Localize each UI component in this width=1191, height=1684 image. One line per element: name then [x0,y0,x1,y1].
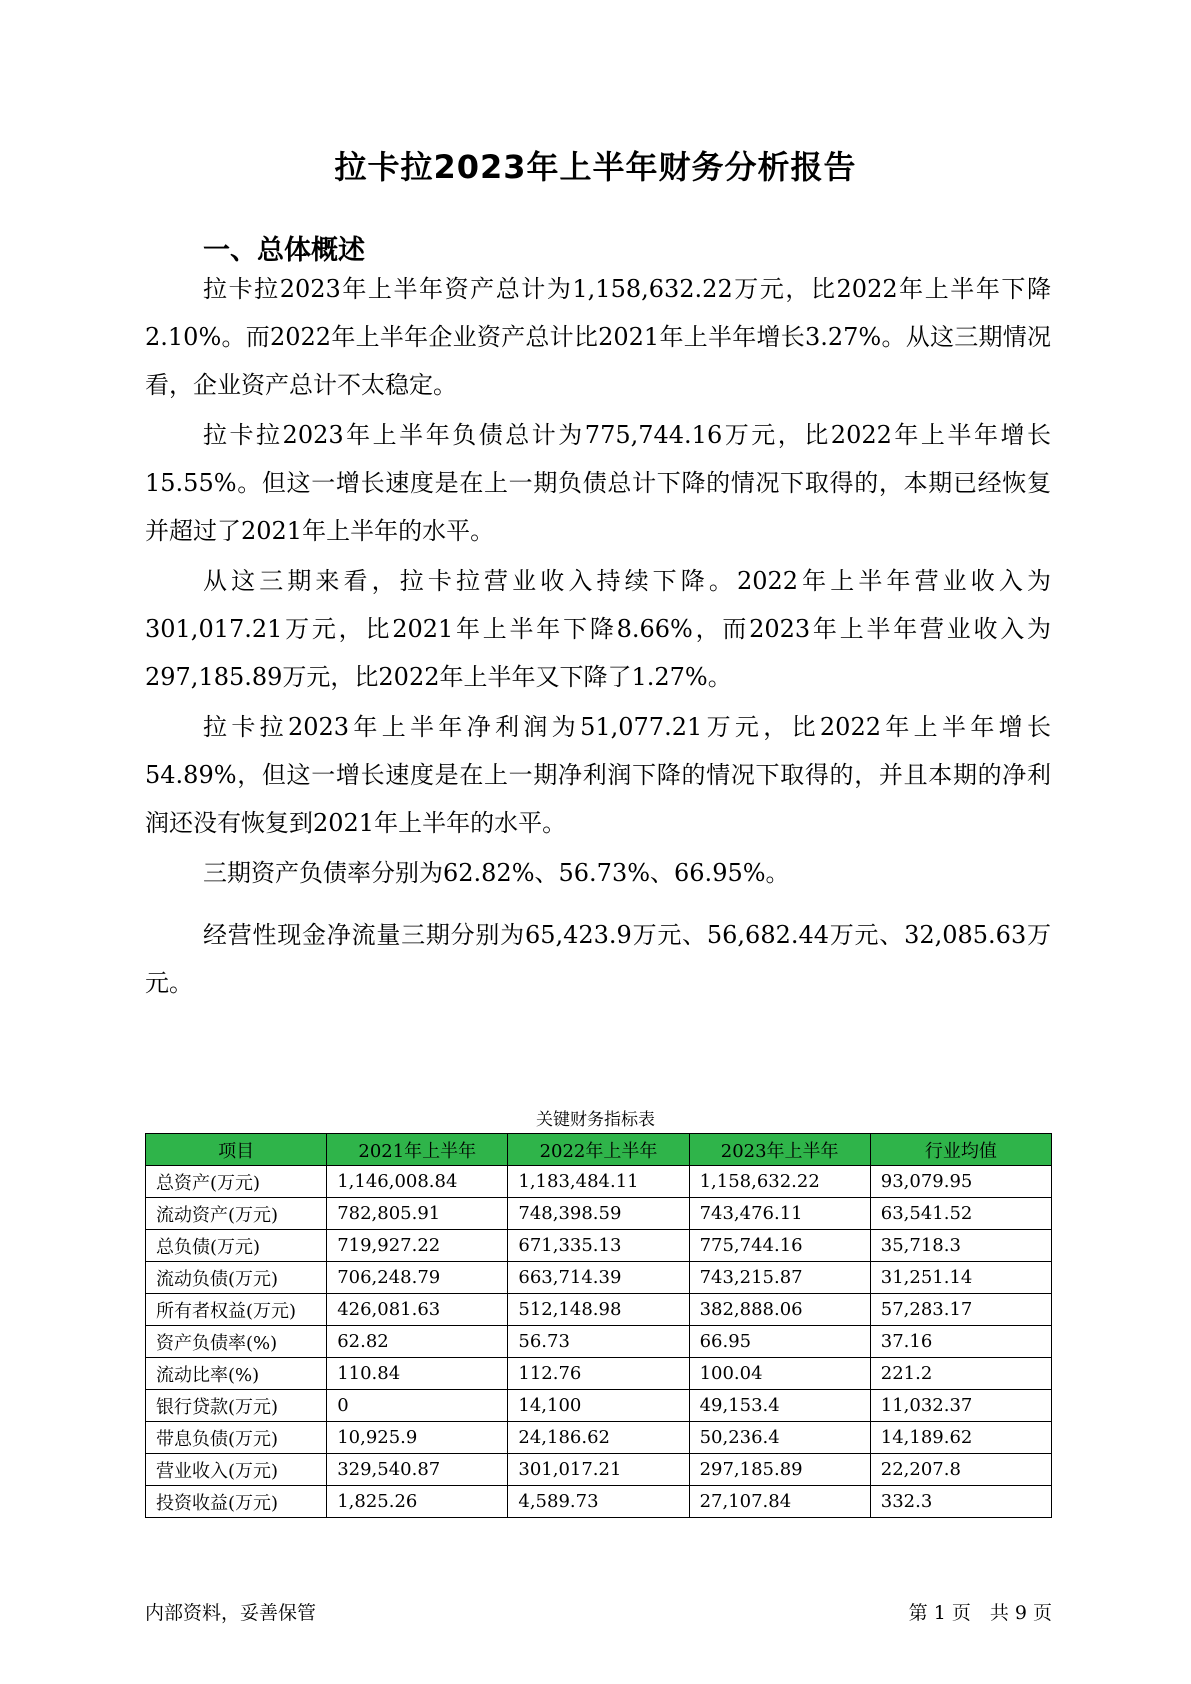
table-cell: 706,248.79 [327,1262,508,1294]
column-header-2022h1: 2022年上半年 [508,1134,689,1166]
table-cell: 719,927.22 [327,1230,508,1262]
table-cell: 银行贷款(万元) [146,1390,327,1422]
table-cell: 743,476.11 [689,1198,870,1230]
table-cell: 0 [327,1390,508,1422]
table-cell: 297,185.89 [689,1454,870,1486]
paragraph-debt-ratio: 三期资产负债率分别为62.82%、56.73%、66.95%。 [203,859,790,887]
table-cell: 426,081.63 [327,1294,508,1326]
table-row [146,1326,1052,1358]
table-row [146,1486,1052,1518]
table-cell: 总资产(万元) [146,1166,327,1198]
table-cell: 1,183,484.11 [508,1166,689,1198]
table-cell: 332.3 [870,1486,1051,1518]
table-cell: 1,825.26 [327,1486,508,1518]
table-row [146,1262,1052,1294]
footer-page-number: 第 1 页 共 9 页 [908,1602,1052,1624]
table-cell: 663,714.39 [508,1262,689,1294]
table-cell: 1,158,632.22 [689,1166,870,1198]
table-cell: 221.2 [870,1358,1051,1390]
table-header-row [146,1134,1052,1166]
table-cell: 63,541.52 [870,1198,1051,1230]
table-cell: 所有者权益(万元) [146,1294,327,1326]
paragraph-net-profit: 拉卡拉2023年上半年净利润为51,077.21万元，比2022年上半年增长54.89%，但这一增长速度是在上一期净利润下降的情况下取得的，并且本期的净利润还没有恢复到2021年上半年的水平。 [145,713,1051,837]
column-header-item: 项目 [146,1134,327,1166]
table-cell: 329,540.87 [327,1454,508,1486]
table-cell: 62.82 [327,1326,508,1358]
table-cell: 775,744.16 [689,1230,870,1262]
table-caption: 关键财务指标表 [536,1110,655,1130]
table-cell: 66.95 [689,1326,870,1358]
table-cell: 782,805.91 [327,1198,508,1230]
report-title: 拉卡拉2023年上半年财务分析报告 [334,148,857,186]
table-row [146,1294,1052,1326]
table-cell: 10,925.9 [327,1422,508,1454]
table-cell: 100.04 [689,1358,870,1390]
table-cell: 14,100 [508,1390,689,1422]
table-row [146,1390,1052,1422]
table-cell: 营业收入(万元) [146,1454,327,1486]
table-row [146,1230,1052,1262]
table-cell: 资产负债率(%) [146,1326,327,1358]
paragraph-cash-flow: 经营性现金净流量三期分别为65,423.9万元、56,682.44万元、32,085.63万元。 [145,921,1051,997]
table-cell: 流动比率(%) [146,1358,327,1390]
table-cell: 301,017.21 [508,1454,689,1486]
table-cell: 24,186.62 [508,1422,689,1454]
table-cell: 1,146,008.84 [327,1166,508,1198]
table-cell: 35,718.3 [870,1230,1051,1262]
table-cell: 37.16 [870,1326,1051,1358]
table-cell: 流动资产(万元) [146,1198,327,1230]
column-header-2021h1: 2021年上半年 [327,1134,508,1166]
table-cell: 112.76 [508,1358,689,1390]
table-cell: 50,236.4 [689,1422,870,1454]
table-cell: 总负债(万元) [146,1230,327,1262]
table-cell: 512,148.98 [508,1294,689,1326]
table-row [146,1198,1052,1230]
footer-confidential-note: 内部资料，妥善保管 [145,1602,317,1624]
table-cell: 743,215.87 [689,1262,870,1294]
key-financial-indicators-table [145,1133,1052,1518]
table-cell: 110.84 [327,1358,508,1390]
section-heading-overview: 一、总体概述 [203,235,365,266]
paragraph-liabilities: 拉卡拉2023年上半年负债总计为775,744.16万元，比2022年上半年增长15.55%。但这一增长速度是在上一期负债总计下降的情况下取得的，本期已经恢复并超过了2021年上半年的水平。 [145,421,1051,545]
table-cell: 31,251.14 [870,1262,1051,1294]
table-cell: 57,283.17 [870,1294,1051,1326]
column-header-2023h1: 2023年上半年 [689,1134,870,1166]
column-header-industry-average: 行业均值 [870,1134,1051,1166]
paragraph-assets: 拉卡拉2023年上半年资产总计为1,158,632.22万元，比2022年上半年下降2.10%。而2022年上半年企业资产总计比2021年上半年增长3.27%。从这三期情况看，企业资产总计不太稳定。 [145,275,1051,399]
table-cell: 671,335.13 [508,1230,689,1262]
table-cell: 4,589.73 [508,1486,689,1518]
table-cell: 56.73 [508,1326,689,1358]
table-cell: 93,079.95 [870,1166,1051,1198]
table-cell: 22,207.8 [870,1454,1051,1486]
table-cell: 27,107.84 [689,1486,870,1518]
table-cell: 382,888.06 [689,1294,870,1326]
table-cell: 带息负债(万元) [146,1422,327,1454]
table-cell: 流动负债(万元) [146,1262,327,1294]
table-cell: 14,189.62 [870,1422,1051,1454]
paragraph-revenue: 从这三期来看，拉卡拉营业收入持续下降。2022年上半年营业收入为301,017.21万元，比2021年上半年下降8.66%，而2023年上半年营业收入为297,185.89万元，比2022年上半年又下降了1.27%。 [145,567,1051,691]
table-cell: 投资收益(万元) [146,1486,327,1518]
table-cell: 748,398.59 [508,1198,689,1230]
table-row [146,1166,1052,1198]
table-cell: 11,032.37 [870,1390,1051,1422]
table-row [146,1454,1052,1486]
table-row [146,1358,1052,1390]
table-row [146,1422,1052,1454]
table-cell: 49,153.4 [689,1390,870,1422]
